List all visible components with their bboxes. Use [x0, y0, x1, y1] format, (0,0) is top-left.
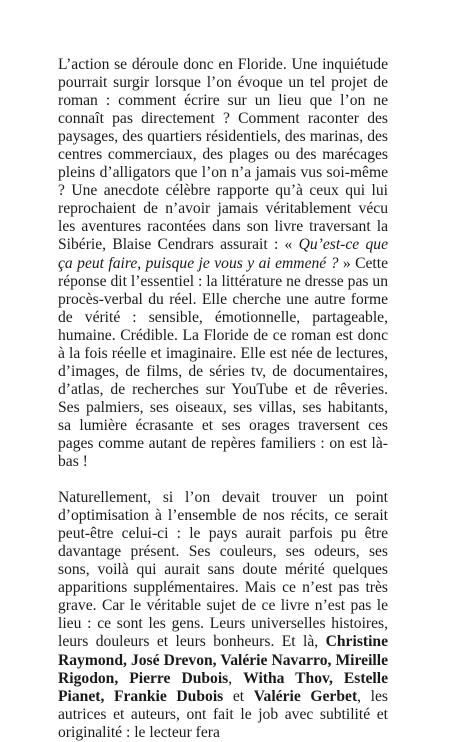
author-conjunction: et	[223, 687, 254, 705]
author-names-1: Christine Raymond, José Drevon, Valérie Navarro, Mireille Rigodon, Pierre Dubois	[58, 633, 388, 687]
author-names-3: Valérie Gerbet	[253, 687, 358, 705]
paragraph-2-text: Naturellement, si l’on devait trouver un point d’optimisation à l’ensemble de nos récits, ce serait peut-être celui-ci : le pays aurait parfois pu être davantage présent. Ses couleurs, ses odeurs, ses sons, voilà qui aurait sans doute mérité quelques apparitions supplémentaires. Mais ce n’est pas très grave. Car le véritable sujet de ce livre n’est pas le lieu : ce sont les gens. Leurs universelles histoires, leurs douleurs et leurs bonheurs. Et là,	[58, 489, 388, 651]
cendrars-quote: Qu’est-ce que ça peut faire, puisque je vous y ai emmené ?	[58, 236, 388, 272]
paragraph-1-text: L’action se déroule donc en Floride. Une inquiétude pourrait surgir lorsque l’on évoque un tel projet de roman : comment écrire sur un lieu que l’on ne connaît pas directement ? Comment raconter des paysages, des quartiers résidentiels, des marinas, des centres commerciaux, des plages ou des marécages pleins d’alligators que l’on n’a jamais vus soi-même ? Une anecdote célèbre rapporte qu’à ceux qui lui reprochaient de n’avoir jamais véritablement vécu les aventures racontées dans son livre traversant la Sibérie, Blaise Cendrars assurait : «	[58, 56, 388, 254]
author-names-2: Witha Thov, Estelle Pianet, Frankie Dubois	[58, 669, 389, 705]
paragraph-1	[58, 56, 388, 471]
document-page	[58, 56, 388, 742]
paragraph-1-text-cont: » Cette réponse dit l’essentiel : la littérature ne dresse pas un procès-verbal du réel. Elle cherche une autre forme de vérité : sensible, émotionnelle, partageable, humaine. Crédible. La Floride de ce roman est donc à la fois réelle et imaginaire. Elle est née de lectures, d’images, de films, de séries tv, de documentaires, d’atlas, de recherches sur YouTube et de rêveries. Ses palmiers, ses oiseaux, ses villas, ses habitants, sa lumière écrasante et ses orages traversent ces pages comme autant de repères familiers : on est là-bas !	[58, 254, 388, 471]
paragraph-2	[58, 489, 388, 742]
paragraph-2-text-end: , les autrices et auteurs, ont fait le job avec subtilité et originalité : le lecteur fera	[58, 687, 388, 741]
author-separator: ,	[228, 669, 244, 687]
